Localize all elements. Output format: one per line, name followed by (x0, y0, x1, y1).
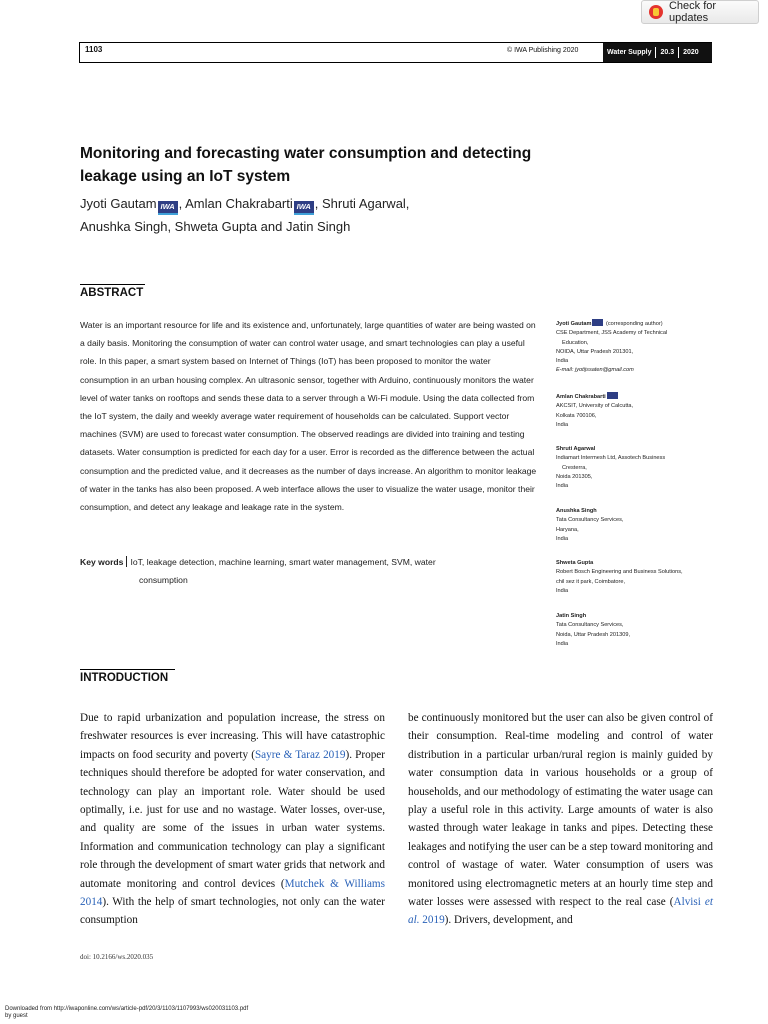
download-by: by guest (5, 1013, 28, 1019)
affiliation-block (556, 612, 726, 649)
affiliation-line: AKCSIT, University of Calcutta, (556, 403, 634, 410)
body-column-left (80, 709, 385, 930)
affiliation-line: Noida, Uttar Pradesh 201309, (556, 631, 631, 638)
body-text: ). Proper techniques should therefore be adopted for water conservation, and technology can play an important role. Water should be used optimally, i.e. just for use and no wastage. Water losses, over-use, and quality are some of the issues in urban water systems. Information and communication technology can play a significant role through the development of smart water grids that network and automate monitoring and control devices ( (80, 748, 385, 890)
download-url[interactable]: Downloaded from http://iwaponline.com/ws/article-pdf/20/3/1103/1107993/ws020031103.pdf (5, 1006, 249, 1012)
doi[interactable]: doi: 10.2166/ws.2020.035 (80, 953, 154, 961)
affiliation-line: India (556, 483, 569, 490)
check-for-updates-label: Check for updates (668, 0, 717, 24)
journal-volume: 20.3 (660, 49, 675, 56)
affiliation-line: Tata Consultancy Services, (556, 517, 624, 524)
author-name[interactable]: , Shruti Agarwal, (314, 196, 410, 211)
author-names-line2[interactable]: Anushka Singh, Shweta Gupta and Jatin Singh (80, 219, 351, 234)
download-footer (5, 1006, 248, 1020)
body-text: ). Drivers, development, and (444, 914, 573, 927)
affiliation-line: India (556, 587, 569, 594)
affiliation-line: India (556, 358, 569, 365)
journal-name: Water Supply (607, 49, 652, 56)
affiliation-line: India (556, 421, 569, 428)
author-name[interactable]: Jyoti Gautam (80, 196, 157, 211)
affiliation-name: Anushka Singh (556, 508, 597, 514)
citation-etal: et al. (408, 896, 713, 927)
article-title: Monitoring and forecasting water consumption and detecting leakage using an IoT system (80, 145, 532, 185)
affiliation-line: chil sez it park, Coimbatore, (556, 578, 626, 585)
affiliation-line: India (556, 535, 569, 542)
affiliation-email[interactable]: E-mail: jyotijssaten@gmail.com (556, 367, 634, 374)
affiliation-line: Kolkata 700106, (556, 412, 597, 419)
publisher-copyright: © IWA Publishing 2020 (507, 47, 579, 54)
affiliation-line: Robert Bosch Engineering and Business Solutions, (556, 569, 683, 576)
affiliation-line: Haryana, (556, 526, 579, 533)
page-number: 1103 (85, 45, 103, 54)
journal-badge (603, 43, 712, 62)
affiliation-line: NOIDA, Uttar Pradesh 201301, (556, 348, 634, 355)
section-rule (80, 284, 145, 285)
affiliation-name: Amlan Chakrabarti (556, 394, 606, 400)
affiliation-block (556, 507, 726, 544)
keywords-values: IoT, leakage detection, machine learning, smart water management, SVM, water (130, 557, 436, 567)
affiliation-name: Shruti Agarwal (556, 446, 596, 452)
divider (126, 556, 127, 567)
iwa-member-badge-icon: IWA (294, 201, 314, 215)
body-text: Due to rapid urbanization and population increase, the stress on freshwater resources is ever increasing. This will have catastrophic impacts on food security and poverty ( (80, 712, 385, 761)
body-column-right (408, 709, 713, 930)
author-list (80, 192, 540, 238)
affiliation-line: Indiamart Intermesh Ltd, Assotech Business (556, 455, 666, 462)
abstract-text: Water is an important resource for life and its existence and, unfortunately, large quantities of water are being wasted on a daily basis. Monitoring the consumption of water can control water usage, and smart technologies can play a useful role. In this paper, a smart system based on Internet of Things (IoT) has been proposed to monitor the water consumption in an urban housing complex. An ultrasonic sensor, together with Arduino, continuously monitors the water level of water tanks on rooftops and sends these data to a server through a Wi-Fi module. Using the data collected from the IoT system, the daily and weekly average water requirement of households can be calculated. Support vector machines (SVM) are used to forecast water consumption. The observed readings are divided into training and testing datasets. Water consumption is predicted for each day for a user. Error is recorded as the difference between the actual consumption and the predicted value, and it decreases as the number of days increase. An algorithm to monitor leakage of water in the tanks has also been proposed. A web interface allows the user to visualize the water usage, monitor their consumption, and detect any leakage and leakage rate in the system. (80, 320, 537, 513)
check-for-updates-button[interactable] (641, 0, 759, 24)
affiliation-line: Tata Consultancy Services, (556, 622, 624, 629)
keywords-label: Key words (80, 557, 124, 567)
keywords-values-cont: consumption (139, 575, 188, 586)
affiliation-note: (corresponding author) (604, 321, 663, 327)
iwa-member-badge-icon (592, 319, 603, 326)
affiliation-block (556, 445, 726, 491)
citation-author: Alvisi (673, 896, 705, 909)
affiliation-line: Education, (562, 339, 589, 346)
iwa-member-badge-icon (607, 392, 618, 399)
citation-link[interactable]: Mutchek & Williams 2014 (80, 877, 385, 909)
affiliation-block (556, 392, 726, 430)
affiliation-name: Shweta Gupta (556, 560, 594, 566)
body-text: be continuously monitored but the user can also be given control of their consumption. Real-time modeling and control of water distribution in a particular urban/rural region is mainly guided by water consumption data in various households or a group of households, and our methodology of estimating the water usage can play a useful role in this activity. Large amounts of water is also wasted through water leakage in tanks and pipes. Detecting these leakages and notifying the user can be a step toward monitoring and control of wastage of water. Water consumption of users was monitored using electromagnetic meters at an hourly time step and water losses were assessed with respect to the real case ( (408, 712, 713, 909)
iwa-member-badge-icon: IWA (158, 201, 178, 215)
citation-year: 2019 (419, 914, 445, 927)
citation-link[interactable]: Sayre & Taraz 2019 (254, 748, 346, 761)
affiliation-block (556, 319, 726, 376)
affiliation-name: Jatin Singh (556, 613, 587, 619)
affiliation-line: Cresterra, (562, 464, 587, 471)
keywords (80, 553, 538, 589)
abstract-heading: ABSTRACT (80, 287, 144, 299)
affiliation-line: India (556, 640, 569, 647)
affiliation-line: Noida 201305, (556, 473, 593, 480)
body-text: ). With the help of smart technologies, not only can the water consumption (80, 896, 385, 927)
affiliation-name: Jyoti Gautam (556, 321, 592, 327)
journal-year: 2020 (683, 49, 699, 56)
affiliation-line: CSE Department, JSS Academy of Technical (556, 330, 668, 337)
crossmark-icon (649, 5, 663, 19)
introduction-heading: INTRODUCTION (80, 672, 169, 684)
section-rule (80, 669, 175, 670)
affiliation-block (556, 559, 726, 596)
author-name[interactable]: , Amlan Chakrabarti (178, 196, 293, 211)
